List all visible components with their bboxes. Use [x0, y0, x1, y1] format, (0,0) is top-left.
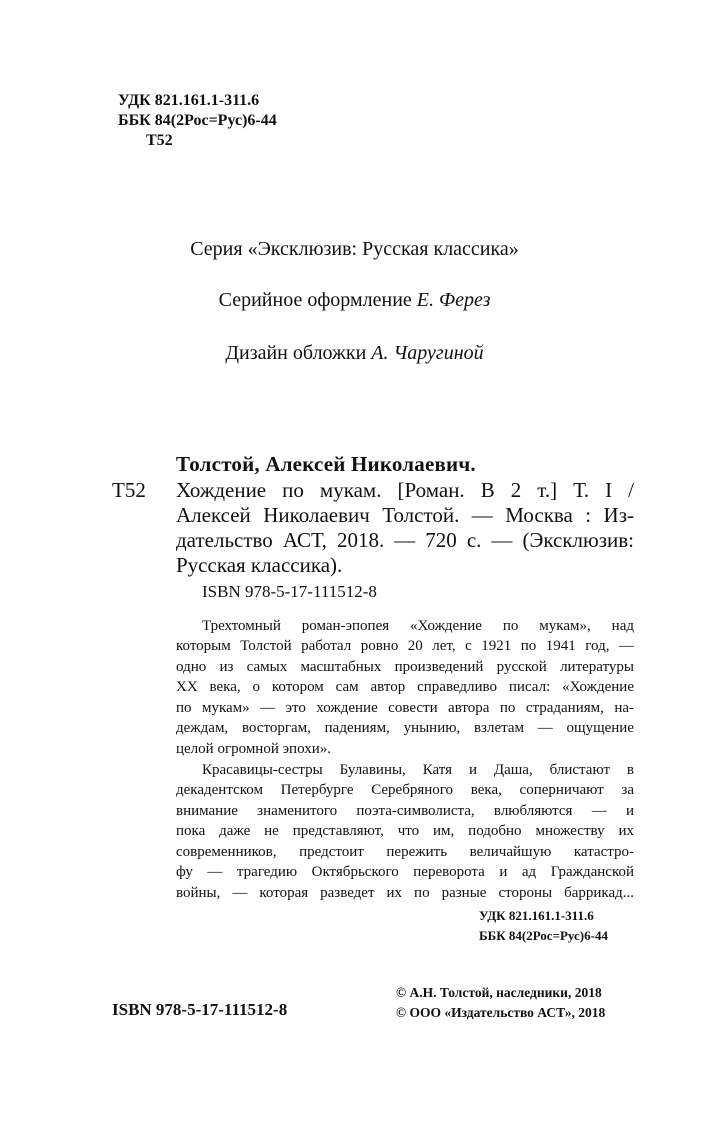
annotation-line-9: декадентском Петербурге Серебряного века, соперничают за [176, 782, 634, 798]
cover-design-label: Дизайн обложки [225, 342, 367, 364]
series-title: Серия «Эксклюзив: Русская классика» [190, 238, 519, 260]
annotation-line-10: внимание знаменитого поэта-символиста, влюбляются — и [176, 803, 634, 819]
annotation-line-4: XX века, о котором сам автор справедливо писал: «Хождение [176, 679, 634, 695]
annotation-line-7: целой огромной эпохи». [176, 741, 331, 757]
annotation-line-2: которым Толстой работал ровно 20 лет, с 1921 по 1941 год, — [176, 638, 634, 654]
entry-isbn: ISBN 978-5-17-111512-8 [202, 582, 377, 601]
cover-design-name: А. Чаругиной [371, 342, 484, 364]
copyright-author: © А.Н. Толстой, наследники, 2018 [396, 985, 602, 1000]
entry-line-1: Хождение по мукам. [Роман. В 2 т.] Т. I / [176, 478, 634, 502]
bbk-code: ББК 84(2Рос=Рус)6-44 [118, 112, 277, 129]
entry-line-2: Алексей Николаевич Толстой. — Москва : Из- [176, 503, 634, 527]
author-mark: Т52 [146, 132, 173, 149]
annotation-line-14: войны, — которая разведет их по разные стороны баррикад... [176, 885, 634, 901]
footer-isbn: ISBN 978-5-17-111512-8 [112, 1000, 288, 1019]
annotation-line-1: Трехтомный роман-эпопея «Хождение по мукам», над [202, 618, 634, 634]
annotation-line-13: фу — трагедию Октябрьского переворота и ад Гражданской [176, 864, 634, 880]
udk-code: УДК 821.161.1-311.6 [118, 92, 260, 109]
cover-design-credit [0, 342, 709, 365]
udk-code-bottom: УДК 821.161.1-311.6 [479, 908, 594, 923]
bbk-code-bottom: ББК 84(2Рос=Рус)6-44 [479, 928, 608, 943]
series-design-name: Е. Ферез [416, 289, 491, 311]
annotation-line-11: пока даже не представляют, что им, подобно множеству их [176, 823, 634, 839]
entry-line-3: дательство АСТ, 2018. — 720 с. — (Эксклюзив: [176, 528, 634, 552]
annotation-line-3: одно из самых масштабных произведений русской литературы [176, 659, 634, 675]
annotation-line-12: современников, предстоит пережить величайшую катастро- [176, 844, 634, 860]
series-design-label: Серийное оформление [218, 289, 412, 311]
annotation-line-6: деждам, восторгам, падениям, унынию, взлетам — ощущение [176, 720, 634, 736]
entry-line-4: Русская классика). [176, 553, 343, 577]
copyright-publisher: © ООО «Издательство АСТ», 2018 [396, 1005, 606, 1020]
annotation-line-5: по мукам» — это хождение совести автора по страданиям, на- [176, 700, 634, 716]
entry-author: Толстой, Алексей Николаевич. [176, 452, 476, 476]
entry-code: Т52 [112, 478, 146, 502]
annotation-line-8: Красавицы-сестры Булавины, Катя и Даша, блистают в [202, 762, 634, 778]
series-design-credit [0, 289, 709, 312]
